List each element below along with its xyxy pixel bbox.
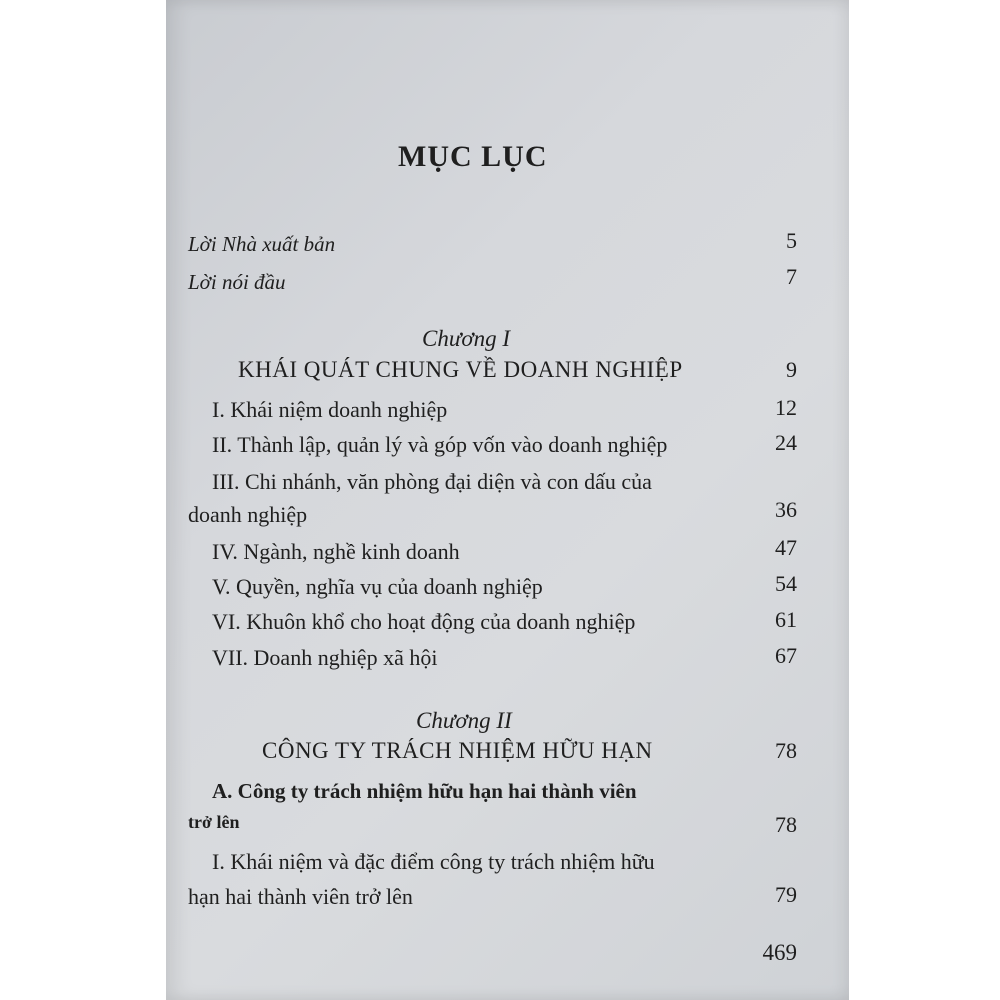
toc-item-continuation: doanh nghiệp (188, 502, 308, 527)
toc-item-page: 12 (775, 395, 797, 420)
page-title: MỤC LỤC (398, 140, 548, 173)
toc-item-label: I. Khái niệm doanh nghiệp (212, 397, 448, 422)
toc-item-page: 36 (775, 497, 797, 522)
toc-item-page: 47 (775, 535, 797, 560)
toc-item-label: IV. Ngành, nghề kinh doanh (212, 539, 460, 564)
front-item-label: Lời nói đầu (188, 270, 286, 294)
toc-item-label: III. Chi nhánh, văn phòng đại diện và con dấu của (212, 469, 652, 494)
book-page (166, 0, 849, 1000)
toc-item-continuation: hạn hai thành viên trở lên (188, 884, 413, 909)
chapter-heading: KHÁI QUÁT CHUNG VỀ DOANH NGHIỆP (238, 357, 683, 382)
section-heading-continuation: trở lên (188, 812, 240, 832)
front-item-page: 5 (786, 228, 797, 253)
toc-item-page: 54 (775, 571, 797, 596)
chapter-label: Chương I (422, 326, 511, 351)
chapter-page: 78 (775, 738, 797, 763)
page-number: 469 (762, 940, 797, 965)
chapter-page: 9 (786, 357, 797, 382)
toc-item-label: VI. Khuôn khổ cho hoạt động của doanh nghiệp (212, 609, 636, 634)
section-page: 78 (775, 812, 797, 837)
toc-item-page: 61 (775, 607, 797, 632)
toc-item-label: VII. Doanh nghiệp xã hội (212, 645, 438, 670)
toc-item-label: II. Thành lập, quản lý và góp vốn vào doanh nghiệp (212, 432, 668, 457)
front-item-page: 7 (786, 264, 797, 289)
toc-item-page: 67 (775, 643, 797, 668)
toc-item-label: V. Quyền, nghĩa vụ của doanh nghiệp (212, 574, 543, 599)
front-item-label: Lời Nhà xuất bản (188, 232, 336, 256)
toc-item-page: 79 (775, 882, 797, 907)
chapter-heading: CÔNG TY TRÁCH NHIỆM HỮU HẠN (262, 738, 653, 763)
toc-item-label: I. Khái niệm và đặc điểm công ty trách nhiệm hữu (212, 849, 655, 874)
chapter-label: Chương II (416, 708, 512, 733)
section-heading: A. Công ty trách nhiệm hữu hạn hai thành viên (212, 779, 637, 803)
toc-item-page: 24 (775, 430, 797, 455)
